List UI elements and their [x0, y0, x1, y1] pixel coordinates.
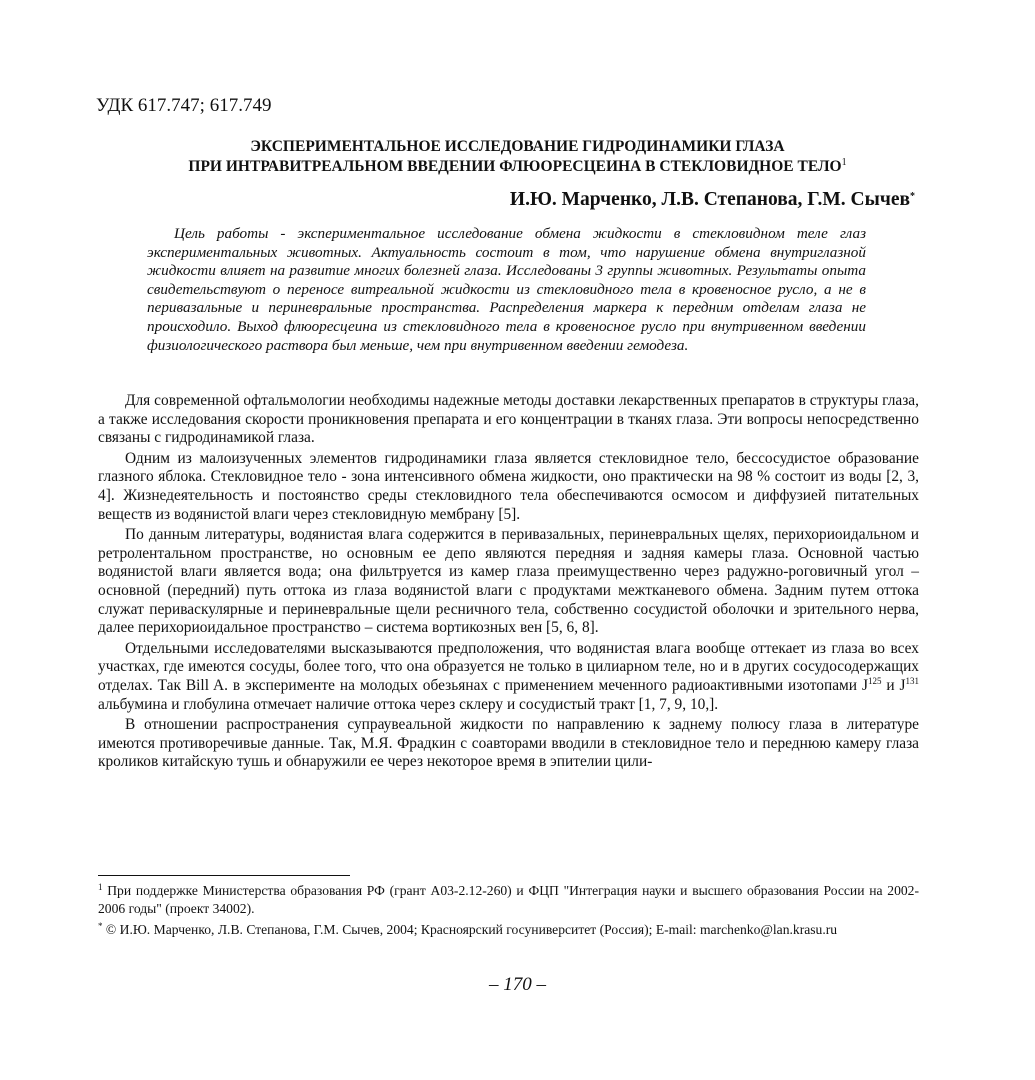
footnote-2-text: © И.Ю. Марченко, Л.В. Степанова, Г.М. Сычев, 2004; Красноярский госуниверситет (Россия); E-mail: marchenko@lan.krasu.ru — [102, 922, 838, 937]
paragraph-5: В отношении распространения супраувеальной жидкости по направлению к заднему полюсу глаза в литературе имеются противоречивые данные. Так, М.Я. Фрадкин с соавторами вводили в стекловидное тело и переднюю камеру глаза кроликов китайскую тушь и обнаружили ее через некоторое время в эпителии цили- — [98, 716, 919, 771]
authors — [510, 189, 915, 211]
paragraph-4 — [98, 640, 919, 714]
footnote-1-mark: 1 — [98, 882, 103, 892]
footnote-2 — [98, 921, 919, 939]
paragraph-1: Для современной офтальмологии необходимы надежные методы доставки лекарственных препаратов в структуры глаза, а также исследования скорости проникновения препарата и его концентрации в тканях глаза. Эти вопросы непосредственно связаны с гидродинамикой глаза. — [98, 392, 919, 447]
paper-title — [80, 137, 955, 177]
title-line-2 — [80, 157, 955, 177]
isotope-125: 125 — [867, 675, 882, 686]
udk-code: УДК 617.747; 617.749 — [96, 95, 272, 116]
isotope-131: 131 — [905, 675, 919, 686]
paragraph-2: Одним из малоизученных элементов гидродинамики глаза является стекловидное тело, бессосудистое образование глазного яблока. Стекловидное тело - зона интенсивного обмена жидкости, оно практически на 98 % состоит из воды [2, 3, 4]. Жизнедеятельность и постоянство среды стекловидного тела обеспечиваются осмосом и диффузией питательных веществ из водянистой влаги через стекловидную мембрану [5]. — [98, 449, 919, 523]
paragraph-4-part-c: альбумина и глобулина отмечает наличие оттока через склеру и сосудистый тракт [1, 7, 9, 10,]. — [98, 695, 719, 713]
footnote-1-text: При поддержке Министерства образования РФ (грант А03-2.12-260) и ФЦП "Интеграция науки и высшего образования России на 2002-2006 годы" (проект 34002). — [98, 883, 919, 916]
footnote-separator — [98, 875, 350, 876]
paragraph-4-part-a: Отдельными исследователями высказываются предположения, что водянистая влага вообще оттекает из глаза во всех участках, где имеются сосуды, более того, что она образуется не только в цилиарном теле, но и в других сосудосодержащих отделах. Так Bill A. в эксперименте на молодых обезьянах с применением меченного радиоактивными изотопами J — [98, 639, 919, 694]
page-number: – 170 – — [489, 974, 546, 995]
footnotes — [98, 882, 919, 943]
title-line-2-text: ПРИ ИНТРАВИТРЕАЛЬНОМ ВВЕДЕНИИ ФЛЮОРЕСЦЕИНА В СТЕКЛОВИДНОЕ ТЕЛО — [188, 158, 842, 175]
body-text — [98, 392, 919, 774]
footnote-1 — [98, 882, 919, 917]
footnote-2-mark: * — [98, 921, 103, 931]
paragraph-4-part-b: и J — [881, 676, 906, 694]
title-line-1: ЭКСПЕРИМЕНТАЛЬНОЕ ИССЛЕДОВАНИЕ ГИДРОДИНАМИКИ ГЛАЗА — [250, 138, 785, 155]
abstract: Цель работы - экспериментальное исследование обмена жидкости в стекловидном теле глаз экспериментальных животных. Актуальность состоит в том, что нарушение обмена внутриглазной жидкости влияет на развитие многих болезней глаза. Исследованы 3 группы животных. Результаты опыта свидетельствуют о переносе витреальной жидкости из стекловидного тела в кровеносное русло, а не в перивазальные и периневральные пространства. Распределения маркера к передним отделам глаза не происходило. Выход флюоресцеина из стекловидного тела в кровеносное русло при внутривенном введении физиологического раствора был меньше, чем при внутривенном введении гемодеза. — [147, 225, 866, 354]
title-footnote-mark: 1 — [841, 157, 847, 168]
author-names: И.Ю. Марченко, Л.В. Степанова, Г.М. Сычев — [509, 189, 910, 210]
author-footnote-mark: * — [910, 191, 915, 202]
paragraph-3: По данным литературы, водянистая влага содержится в перивазальных, периневральных щелях, перихориоидальном и ретролентальном пространстве, но основным ее депо являются передняя и задняя камеры глаза. Основной частью водянистой влаги является вода; она фильтруется из камер глаза преимущественно через радужно-роговичный угол – основной (передний) путь оттока из глаза водянистой влаги с продуктами межтканевого обмена. Задним путем оттока служат периваскулярные и периневральные щели ресничного тела, собственно сосудистой оболочки и зрительного нерва, далее перихориоидальное пространство – система вортикозных вен [5, 6, 8]. — [98, 526, 919, 637]
